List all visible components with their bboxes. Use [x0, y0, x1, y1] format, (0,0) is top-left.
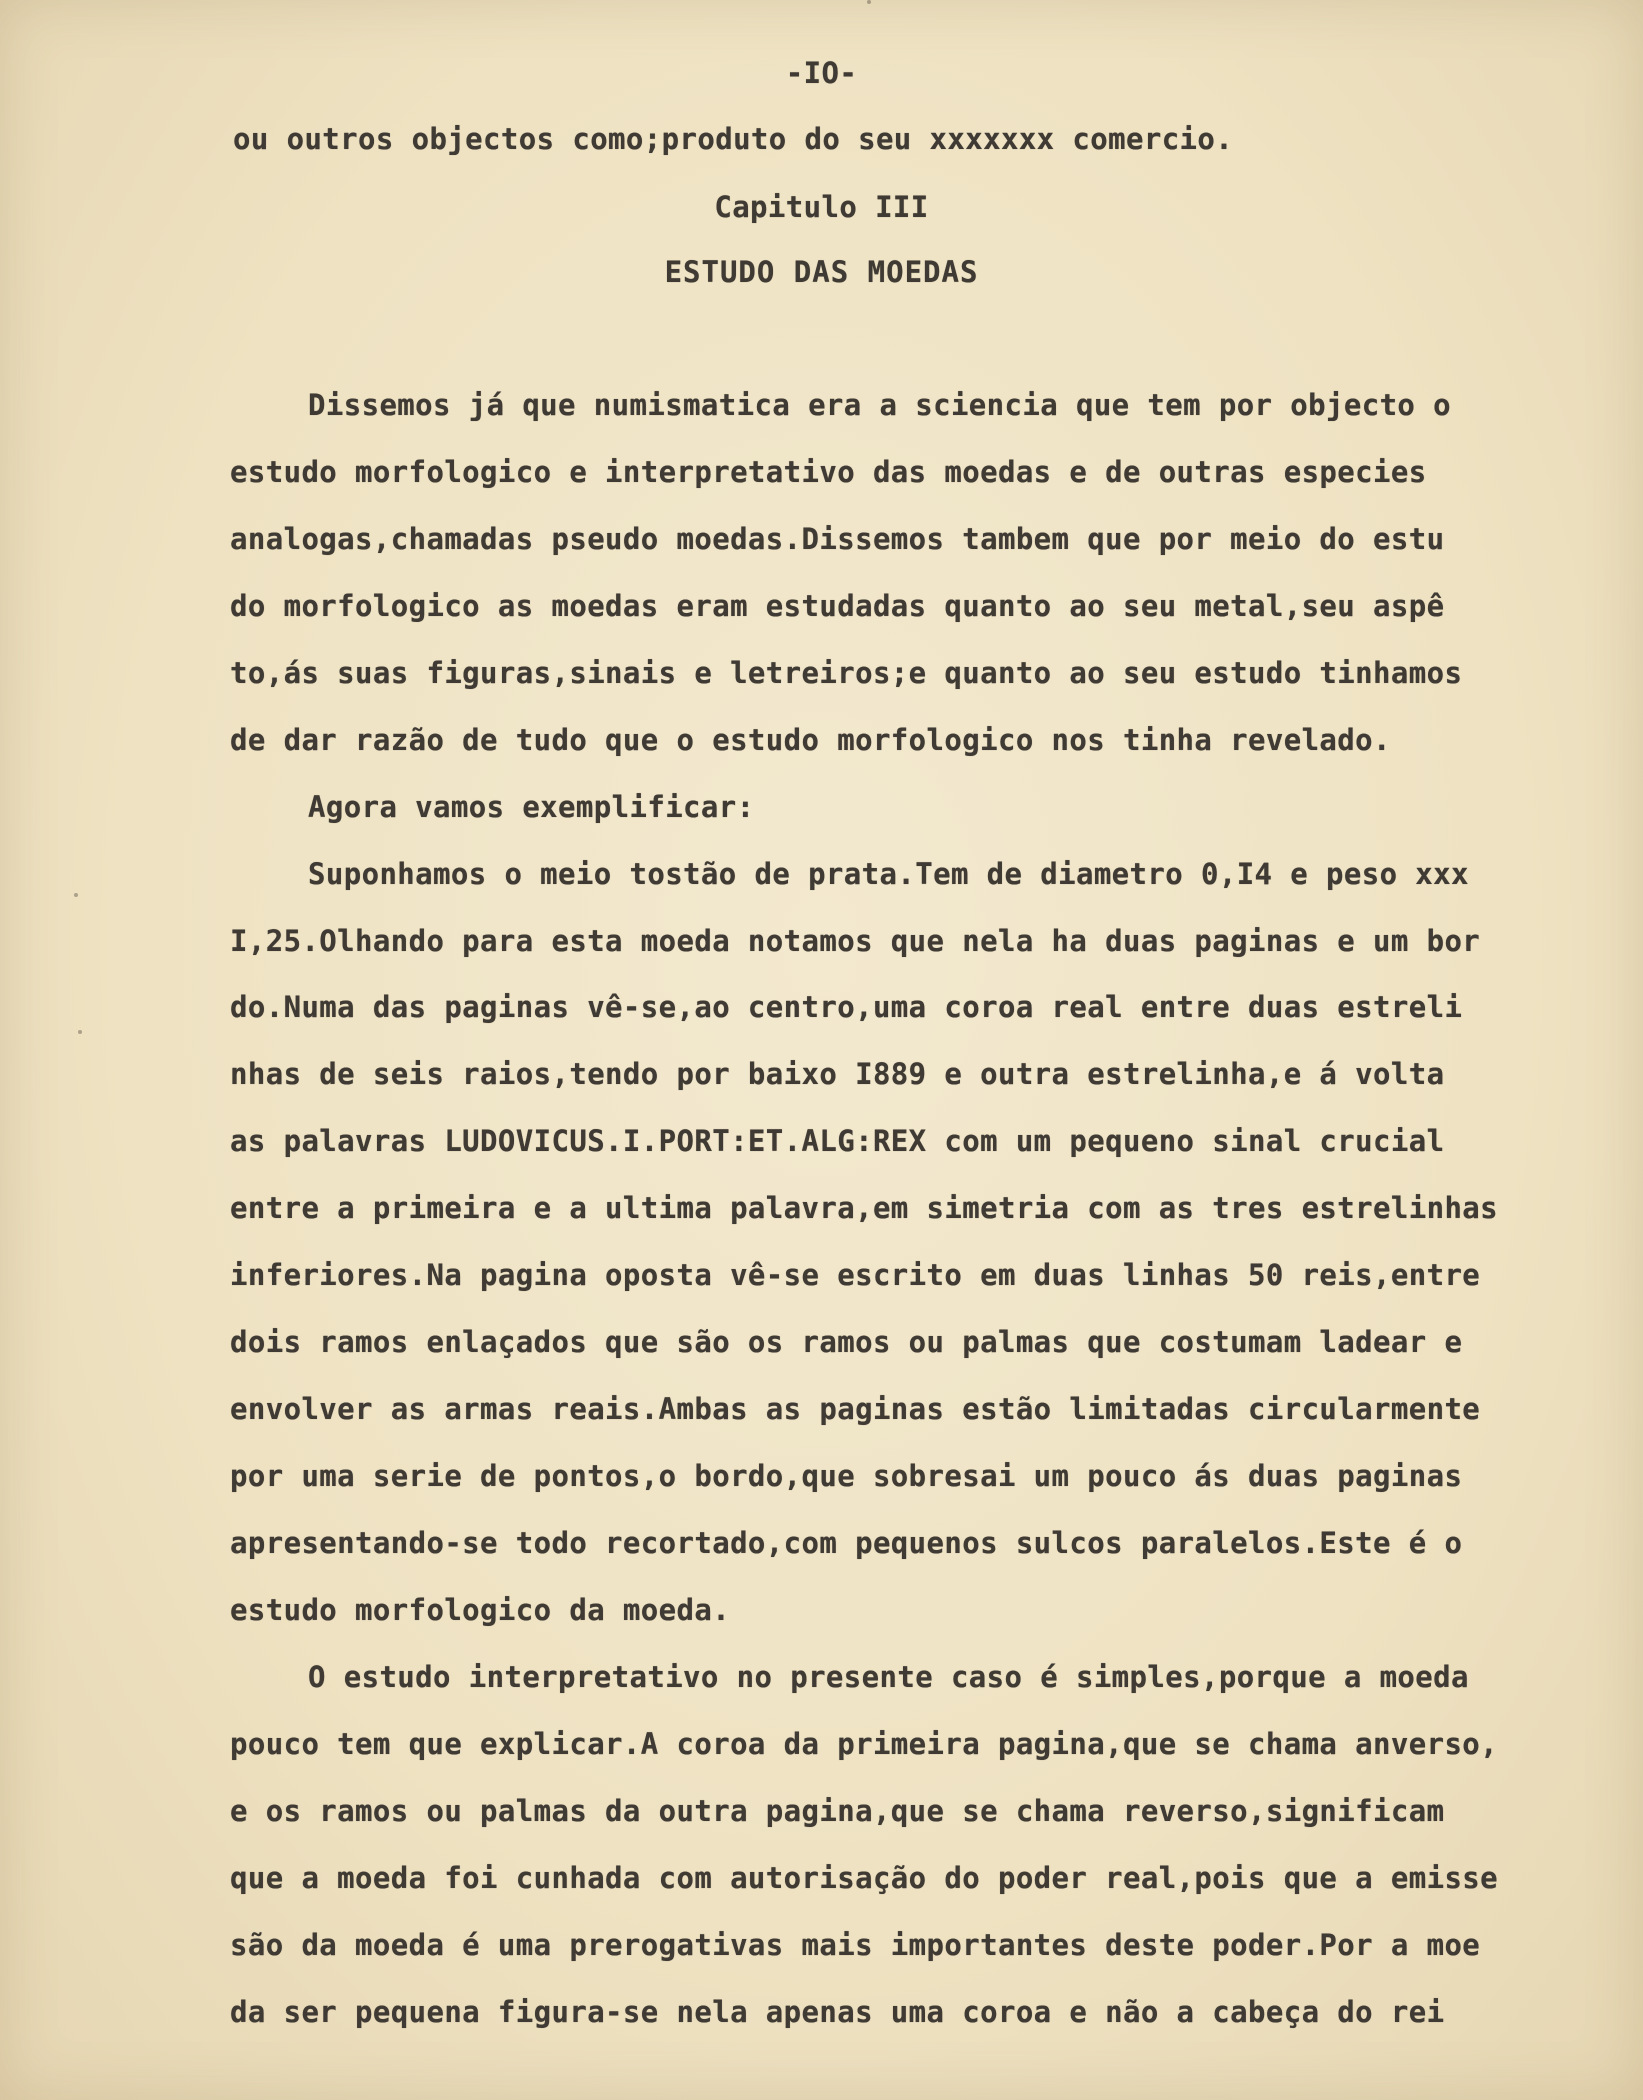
- section-title: ESTUDO DAS MOEDAS: [664, 255, 979, 289]
- body-line: dois ramos enlaçados que são os ramos ou palmas que costumam ladear e: [230, 1325, 1463, 1359]
- body-line: estudo morfologico e interpretativo das moedas e de outras especies: [230, 455, 1427, 489]
- body-line: inferiores.Na pagina oposta vê-se escrito em duas linhas 50 reis,entre: [230, 1258, 1481, 1292]
- body-line: entre a primeira e a ultima palavra,em simetria com as tres estrelinhas: [230, 1191, 1499, 1225]
- chapter-title: Capitulo III: [714, 190, 929, 224]
- body-line: envolver as armas reais.Ambas as paginas estão limitadas circularmente: [230, 1392, 1481, 1426]
- body-line: do.Numa das paginas vê-se,ao centro,uma coroa real entre duas estreli: [230, 990, 1463, 1024]
- body-line: O estudo interpretativo no presente caso é simples,porque a moeda: [308, 1660, 1469, 1694]
- body-line: as palavras LUDOVICUS.I.PORT:ET.ALG:REX com um pequeno sinal crucial: [230, 1124, 1445, 1158]
- body-line: da ser pequena figura-se nela apenas uma coroa e não a cabeça do rei: [230, 1995, 1445, 2029]
- body-line: que a moeda foi cunhada com autorisação do poder real,pois que a emisse: [230, 1861, 1499, 1895]
- body-line: por uma serie de pontos,o bordo,que sobresai um pouco ás duas paginas: [230, 1459, 1463, 1493]
- body-line: de dar razão de tudo que o estudo morfologico nos tinha revelado.: [230, 723, 1391, 757]
- body-line: to,ás suas figuras,sinais e letreiros;e quanto ao seu estudo tinhamos: [230, 656, 1463, 690]
- body-line: pouco tem que explicar.A coroa da primeira pagina,que se chama anverso,: [230, 1727, 1499, 1761]
- body-line: analogas,chamadas pseudo moedas.Dissemos tambem que por meio do estu: [230, 522, 1445, 556]
- body-line: nhas de seis raios,tendo por baixo I889 e outra estrelinha,e á volta: [230, 1057, 1445, 1091]
- body-line: Dissemos já que numismatica era a sciencia que tem por objecto o: [308, 388, 1452, 422]
- body-line: apresentando-se todo recortado,com pequenos sulcos paralelos.Este é o: [230, 1526, 1463, 1560]
- body-line: Suponhamos o meio tostão de prata.Tem de diametro 0,I4 e peso xxx: [308, 857, 1469, 891]
- body-line: estudo morfologico da moeda.: [230, 1593, 731, 1627]
- page-number: -IO-: [785, 56, 858, 90]
- body-line: e os ramos ou palmas da outra pagina,que se chama reverso,significam: [230, 1794, 1445, 1828]
- body-line: são da moeda é uma prerogativas mais importantes deste poder.Por a moe: [230, 1928, 1481, 1962]
- body-line: do morfologico as moedas eram estudadas quanto ao seu metal,seu aspê: [230, 589, 1445, 623]
- body-line: ou outros objectos como;produto do seu xxxxxxx comercio.: [233, 122, 1234, 156]
- body-line: Agora vamos exemplificar:: [308, 790, 755, 824]
- body-line: I,25.Olhando para esta moeda notamos que nela ha duas paginas e um bor: [230, 924, 1481, 958]
